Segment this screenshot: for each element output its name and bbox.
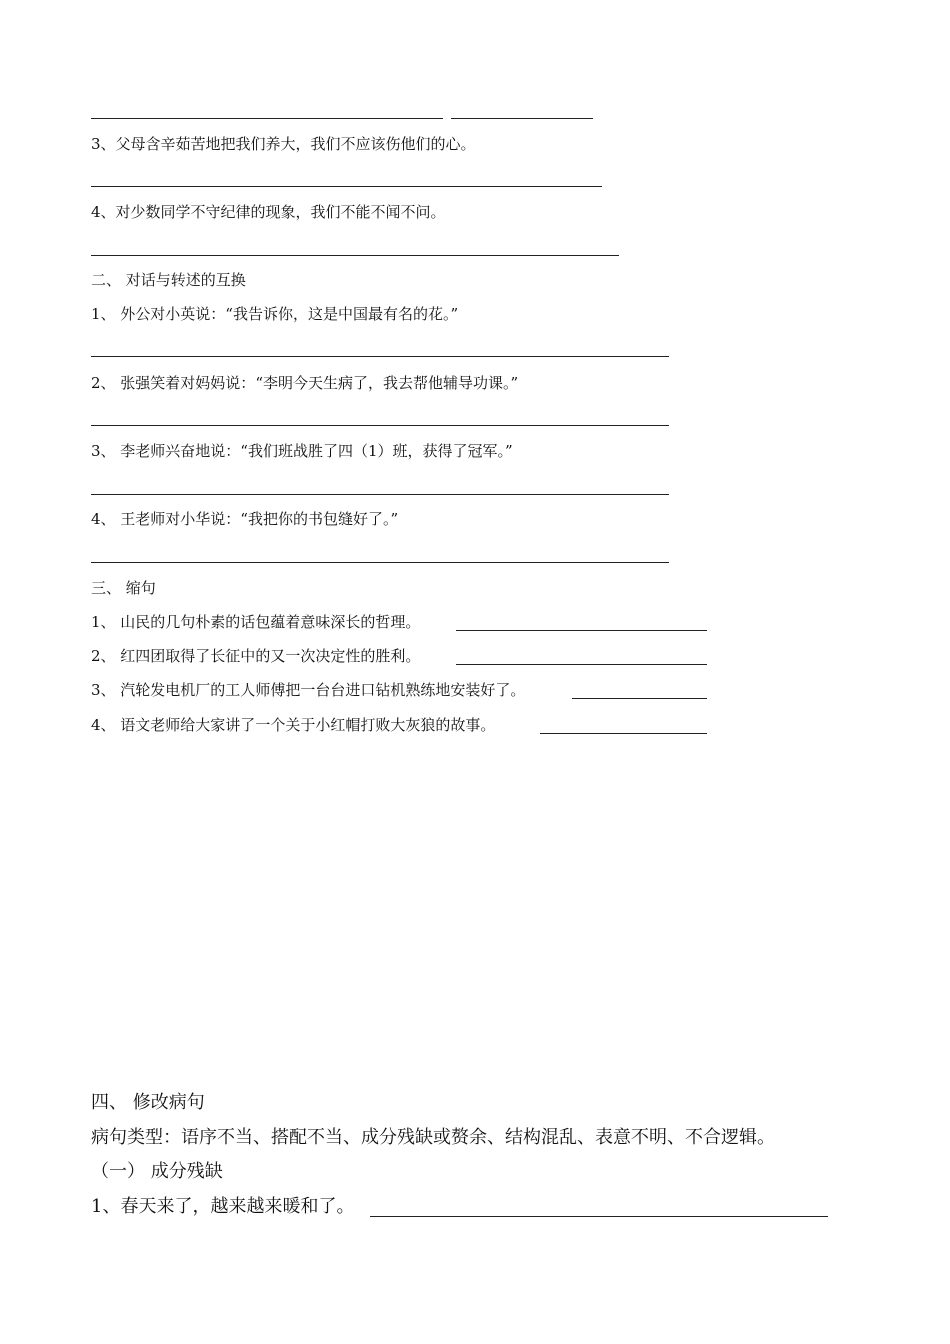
shorten-item-3: 3、 汽轮发电机厂的工人师傅把一台台进口钻机熟练地安装好了。 <box>91 681 526 699</box>
answer-line <box>91 562 669 563</box>
subsection-missing-components: （一） 成分残缺 <box>91 1161 223 1182</box>
section-heading-dialogue: 二、 对话与转述的互换 <box>91 271 246 289</box>
answer-line <box>370 1216 828 1217</box>
section-heading-shorten: 三、 缩句 <box>91 579 156 597</box>
exercise-item-4: 4、对少数同学不守纪律的现象，我们不能不闻不问。 <box>91 203 446 221</box>
answer-line <box>540 733 707 734</box>
answer-line <box>456 630 707 631</box>
shorten-item-2: 2、 红四团取得了长征中的又一次决定性的胜利。 <box>91 647 421 665</box>
shorten-item-4: 4、 语文老师给大家讲了一个关于小红帽打败大灰狼的故事。 <box>91 716 496 734</box>
answer-line <box>91 425 669 426</box>
shorten-item-1: 1、 山民的几句朴素的话包蕴着意味深长的哲理。 <box>91 613 421 631</box>
answer-line <box>456 664 707 665</box>
section-heading-fix-sentences: 四、 修改病句 <box>91 1092 205 1113</box>
answer-line <box>91 494 669 495</box>
exercise-item-3: 3、父母含辛茹苦地把我们养大，我们不应该伤他们的心。 <box>91 135 476 153</box>
fix-item-1: 1、春天来了，越来越来暖和了。 <box>91 1196 355 1217</box>
answer-line <box>572 698 707 699</box>
dialogue-item-2: 2、 张强笑着对妈妈说：“李明今天生病了，我去帮他辅导功课。” <box>91 374 519 392</box>
dialogue-item-1: 1、 外公对小英说：“我告诉你，这是中国最有名的花。” <box>91 305 459 323</box>
answer-line <box>91 255 619 256</box>
answer-line <box>91 356 669 357</box>
dialogue-item-4: 4、 王老师对小华说：“我把你的书包缝好了。” <box>91 510 399 528</box>
answer-line <box>451 118 593 119</box>
answer-line <box>91 186 602 187</box>
sentence-error-types: 病句类型：语序不当、搭配不当、成分残缺或赘余、结构混乱、表意不明、不合逻辑。 <box>91 1127 775 1148</box>
answer-line <box>91 118 443 119</box>
dialogue-item-3: 3、 李老师兴奋地说：“我们班战胜了四（1）班，获得了冠军。” <box>91 442 513 460</box>
